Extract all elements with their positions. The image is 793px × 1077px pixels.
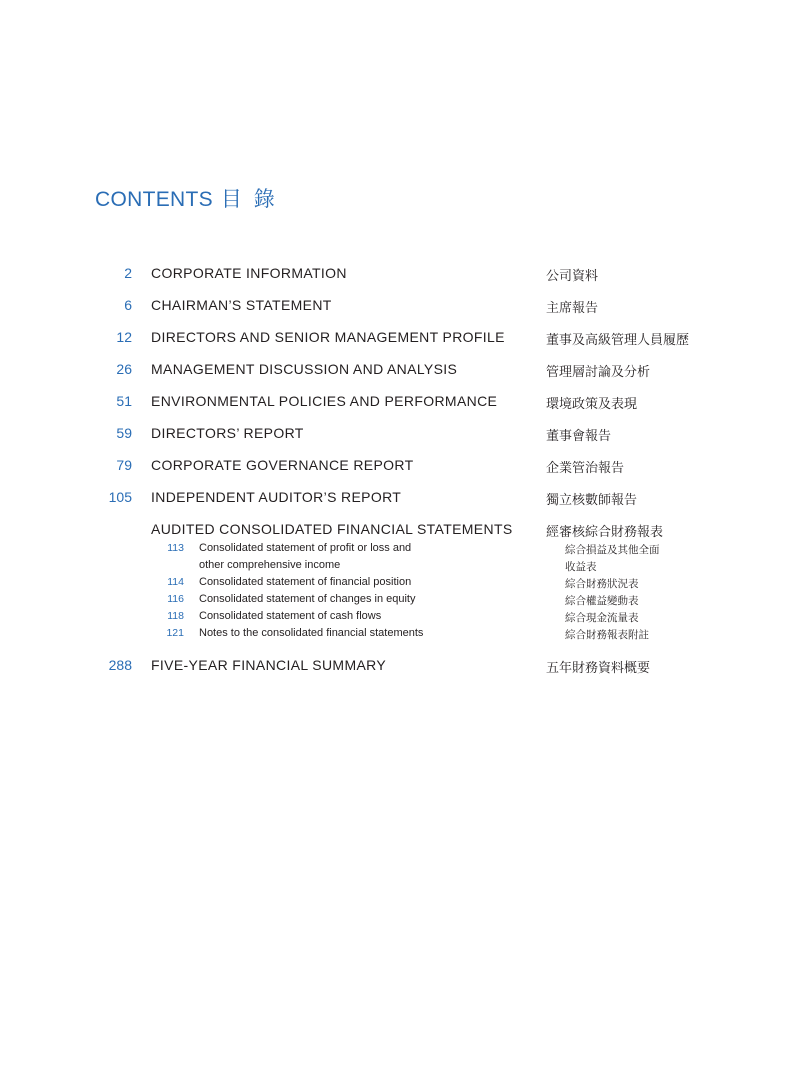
toc-title-english: DIRECTORS AND SENIOR MANAGEMENT PROFILE xyxy=(151,329,505,345)
toc-title-english: CORPORATE INFORMATION xyxy=(151,265,347,281)
toc-title-english: FIVE-YEAR FINANCIAL SUMMARY xyxy=(151,657,387,673)
toc-sub-title-english: Consolidated statement of cash flows xyxy=(199,610,382,622)
toc-page-number: 12 xyxy=(116,329,132,345)
toc-entry[interactable] xyxy=(0,393,793,413)
toc-sub-title-english: Consolidated statement of changes in equity xyxy=(199,593,416,605)
toc-sub-entry[interactable] xyxy=(0,576,793,592)
toc-sub-entry[interactable] xyxy=(0,627,793,643)
toc-sub-title-chinese: 綜合權益變動表 xyxy=(565,595,639,607)
toc-title-chinese: 董事及高級管理人員履歷 xyxy=(546,332,690,347)
toc-title-english: AUDITED CONSOLIDATED FINANCIAL STATEMENTS xyxy=(151,521,513,537)
toc-sub-title-english: Consolidated statement of financial position xyxy=(199,576,412,588)
title-english: CONTENTS xyxy=(95,188,213,211)
toc-title-chinese: 環境政策及表現 xyxy=(546,396,638,411)
toc-title-chinese: 經審核綜合財務報表 xyxy=(546,524,664,539)
page-title xyxy=(95,183,278,213)
toc-sub-title-chinese: 綜合財務報表附註 xyxy=(565,629,649,641)
toc-sub-page-number: 113 xyxy=(167,542,184,554)
toc-title-english: MANAGEMENT DISCUSSION AND ANALYSIS xyxy=(151,361,458,377)
toc-title-chinese: 公司資料 xyxy=(546,268,599,283)
toc-title-chinese: 企業管治報告 xyxy=(546,460,625,475)
toc-section-heading xyxy=(0,521,793,541)
toc-entry[interactable] xyxy=(0,425,793,445)
toc-entry[interactable] xyxy=(0,361,793,381)
toc-sub-title-chinese: 綜合損益及其他全面 xyxy=(565,544,660,556)
toc-sub-title-chinese: 綜合財務狀況表 xyxy=(565,578,639,590)
toc-sub-page-number: 116 xyxy=(167,593,184,605)
toc-title-english: DIRECTORS’ REPORT xyxy=(151,425,304,441)
toc-sub-title-english: Notes to the consolidated financial statements xyxy=(199,627,424,639)
toc-title-chinese: 管理層討論及分析 xyxy=(546,364,651,379)
toc-page-number: 288 xyxy=(108,657,132,673)
toc-sub-entry[interactable] xyxy=(0,593,793,609)
toc-title-chinese: 五年財務資料概要 xyxy=(546,660,651,675)
toc-title-chinese: 獨立核數師報告 xyxy=(546,492,638,507)
toc-sub-title-chinese: 收益表 xyxy=(565,561,597,573)
toc-title-chinese: 董事會報告 xyxy=(546,428,612,443)
toc-sub-title-chinese: 綜合現金流量表 xyxy=(565,612,639,624)
toc-sub-title-english: Consolidated statement of profit or loss and xyxy=(199,542,412,554)
toc-sub-page-number: 114 xyxy=(167,576,184,588)
toc-page-number: 79 xyxy=(116,457,132,473)
toc-entry[interactable] xyxy=(0,457,793,477)
toc-page-number: 51 xyxy=(116,393,132,409)
toc-page-number: 6 xyxy=(124,297,132,313)
toc-title-english: ENVIRONMENTAL POLICIES AND PERFORMANCE xyxy=(151,393,498,409)
toc-entry[interactable] xyxy=(0,297,793,317)
toc-sub-entry[interactable] xyxy=(0,542,793,558)
toc-sub-title-english: other comprehensive income xyxy=(199,559,341,571)
toc-title-english: CHAIRMAN’S STATEMENT xyxy=(151,297,332,313)
toc-title-english: INDEPENDENT AUDITOR’S REPORT xyxy=(151,489,402,505)
toc-sub-entry-continued[interactable] xyxy=(0,559,793,575)
toc-page-number: 2 xyxy=(124,265,132,281)
toc-page-number: 105 xyxy=(108,489,132,505)
toc-sub-page-number: 118 xyxy=(167,610,184,622)
toc-page-number: 26 xyxy=(116,361,132,377)
toc-entry[interactable] xyxy=(0,657,793,677)
toc-entry[interactable] xyxy=(0,489,793,509)
toc-sub-entry[interactable] xyxy=(0,610,793,626)
toc-sub-page-number: 121 xyxy=(166,627,184,639)
toc-page-number: 59 xyxy=(116,425,132,441)
toc-entry[interactable] xyxy=(0,265,793,285)
toc-entry[interactable] xyxy=(0,329,793,349)
title-chinese: 目 錄 xyxy=(220,188,278,211)
toc-title-english: CORPORATE GOVERNANCE REPORT xyxy=(151,457,414,473)
toc-title-chinese: 主席報告 xyxy=(546,300,599,315)
